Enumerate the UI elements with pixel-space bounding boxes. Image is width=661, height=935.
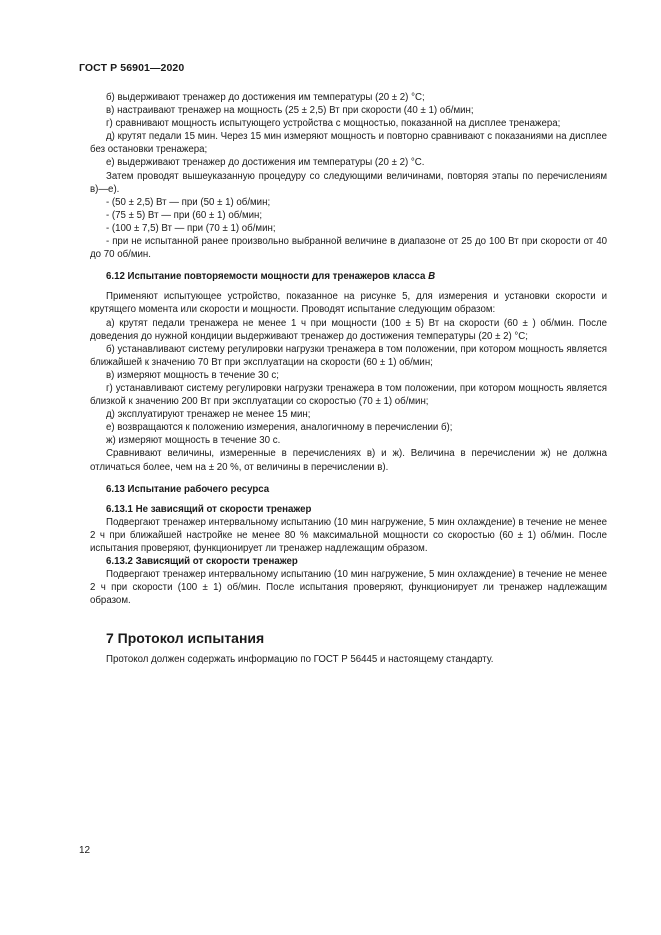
- list-item-v: в) измеряют мощность в течение 30 с;: [106, 369, 279, 381]
- list-item-zh: ж) измеряют мощность в течение 30 с.: [106, 435, 281, 447]
- section-7-text: Протокол должен содержать информацию по ГОСТ Р 56445 и настоящему стандарту.: [106, 654, 494, 666]
- section-6-13-1-heading: 6.13.1 Не зависящий от скорости тренажер: [106, 503, 312, 515]
- section-7-heading: 7 Протокол испытания: [106, 630, 265, 647]
- dash-item-4: - при не испытанной ранее произвольно выбранной величине в диапазоне от 25 до 100 Вт при скорости от 40 до 70 об/мин.: [90, 236, 607, 261]
- list-item-g: г) сравнивают мощность испытующего устройства с мощностью, показанной на дисплее тренажера;: [106, 118, 561, 130]
- list-item-d: д) крутят педали 15 мин. Через 15 мин измеряют мощность и повторно сравнивают с показаниями на дисплее без остановки тренажера;: [90, 131, 607, 156]
- page-content: [90, 91, 607, 667]
- list-item-e: е) возвращаются к положению измерения, аналогичному в перечислении б);: [106, 422, 453, 434]
- section-6-13-2-heading: 6.13.2 Зависящий от скорости тренажер: [106, 556, 298, 568]
- list-item-b: б) выдерживают тренажер до достижения им температуры (20 ± 2) °С;: [106, 92, 425, 103]
- procedure-paragraph: Затем проводят вышеуказанную процедуру со следующими величинами, повторяя этапы по перечислениям в)—е).: [90, 170, 607, 195]
- comparison-paragraph: Сравнивают величины, измеренные в перечислениях в) и ж). Величина в перечислении ж) не должна отличаться более, чем на ± 20 %, от величины в перечислении в).: [90, 448, 607, 473]
- section-6-13-1-text: Подвергают тренажер интервальному испытанию (10 мин нагружение, 5 мин охлаждение) в течение не менее 2 ч при ближайшей настройке не менее 80 % максимальной мощности со скоростью (60 ± 1) об/мин. После испытания проверяют, функционирует ли тренажер надлежащим образом.: [90, 516, 607, 554]
- paragraph: Применяют испытующее устройство, показанное на рисунке 5, для измерения и установки скорости и крутящего момента или скорости и мощности. Проводят испытание следующим образом:: [90, 291, 607, 316]
- list-item-v: в) настраивают тренажер на мощность (25 ± 2,5) Вт при скорости (40 ± 1) об/мин;: [106, 105, 474, 117]
- list-item-e: е) выдерживают тренажер до достижения им температуры (20 ± 2) °С.: [106, 157, 425, 169]
- list-item-a: а) крутят педали тренажера не менее 1 ч при мощности (100 ± 5) Вт на скорости (60 ± ) об/мин. После доведения до нужной кондиции выдерживают тренажер до достижения температуры (20 ± 2) °С;: [90, 317, 607, 342]
- dash-item-1: - (50 ± 2,5) Вт — при (50 ± 1) об/мин;: [106, 196, 271, 208]
- section-6-13-heading: 6.13 Испытание рабочего ресурса: [106, 483, 270, 495]
- document-header: ГОСТ Р 56901—2020: [79, 62, 185, 74]
- dash-item-2: - (75 ± 5) Вт — при (60 ± 1) об/мин;: [106, 209, 263, 221]
- section-6-12-heading: 6.12 Испытание повторяемости мощности для тренажеров класса В: [106, 271, 436, 283]
- section-6-13-2-text: Подвергают тренажер интервальному испытанию (10 мин нагружение, 5 мин охлаждение) в течение не менее 2 ч при скорости (100 ± 1) об/мин. После испытания проверяют, функционирует ли тренажер надлежащим образом.: [90, 569, 607, 607]
- dash-item-3: - (100 ± 7,5) Вт — при (70 ± 1) об/мин;: [106, 222, 276, 234]
- list-item-b: б) устанавливают систему регулировки нагрузки тренажера в том положении, при котором мощность является ближайшей к значению 70 Вт при эксплуатации на скорости (60 ± 1) об/мин;: [90, 343, 607, 368]
- list-item-g: г) устанавливают систему регулировки нагрузки тренажера в том положении, при котором мощность является близкой к значению 200 Вт при эксплуатации со скоростью (70 ± 1) об/мин;: [90, 382, 607, 408]
- page-number: 12: [79, 845, 91, 856]
- list-item-d: д) эксплуатируют тренажер не менее 15 мин;: [106, 409, 311, 421]
- class-letter: В: [428, 271, 436, 283]
